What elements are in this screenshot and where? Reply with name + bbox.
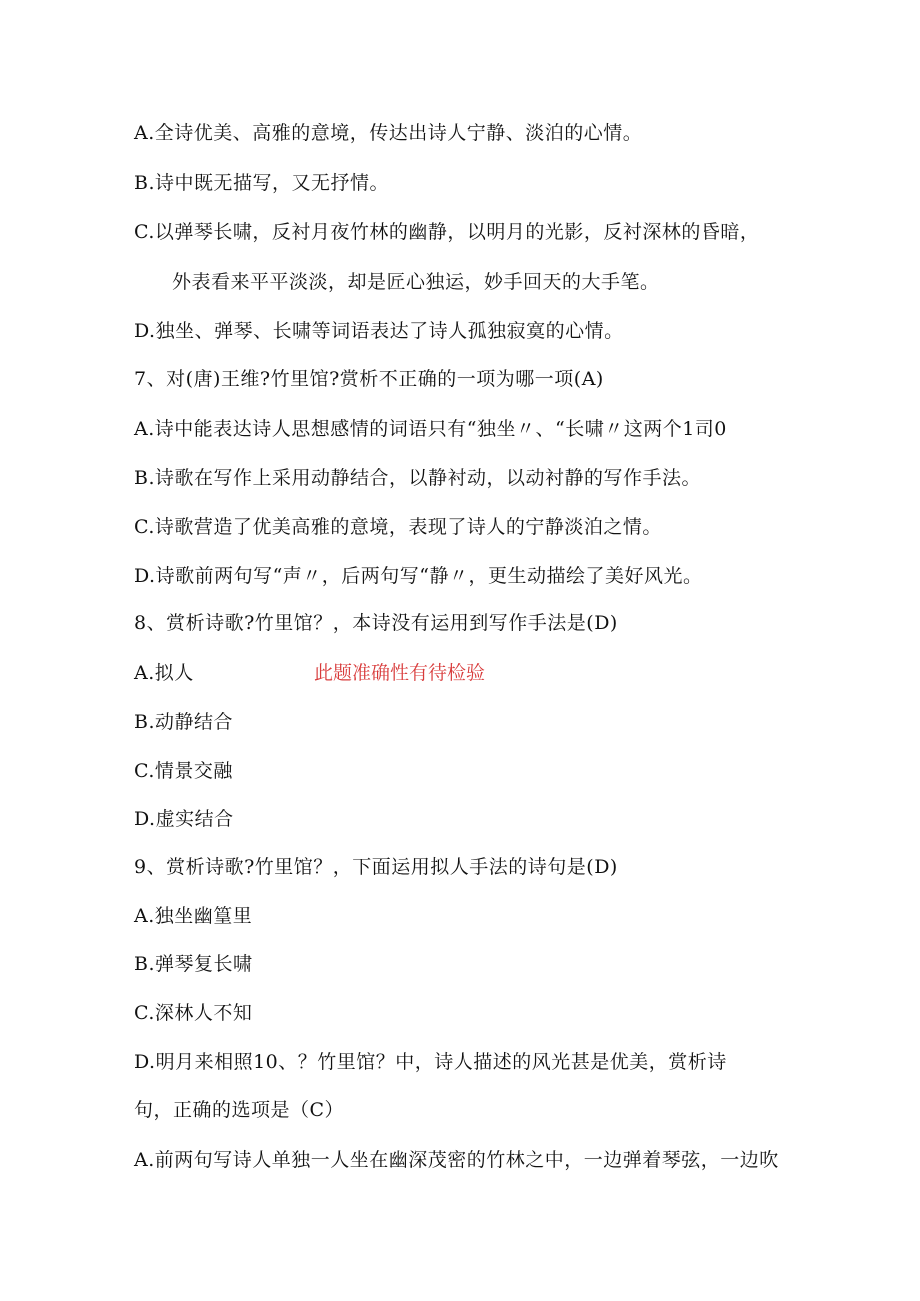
text-line-5: D.独坐、弹琴、长啸等词语表达了诗人孤独寂寞的心情。 bbox=[134, 320, 624, 342]
option-8c: C.情景交融 bbox=[134, 760, 233, 782]
option-9c: C.深林人不知 bbox=[134, 1002, 253, 1024]
text-line-7: A.诗中能表达诗人思想感情的词语只有“独坐〃、“长啸〃这两个1司0 bbox=[134, 418, 727, 440]
option-9b: B.弹琴复长啸 bbox=[134, 953, 253, 975]
text-line-8: B.诗歌在写作上采用动静结合，以静衬动，以动衬静的写作手法。 bbox=[134, 467, 702, 489]
text-line-10: D.诗歌前两句写“声〃，后两句写“静〃，更生动描绘了美好风光。 bbox=[134, 565, 703, 587]
text-line-1: A.全诗优美、高雅的意境，传达出诗人宁静、淡泊的心情。 bbox=[134, 122, 643, 144]
question-9: 9、赏析诗歌?竹里馆？，下面运用拟人手法的诗句是(D) bbox=[134, 856, 618, 878]
text-line-3: C.以弹琴长啸，反衬月夜竹林的幽静，以明月的光影，反衬深林的昏暗， bbox=[134, 221, 760, 243]
option-9a: A.独坐幽篁里 bbox=[134, 905, 253, 927]
option-9d-question-10: D.明月来相照10、？竹里馆？中，诗人描述的风光甚是优美，赏析诗 bbox=[134, 1051, 727, 1073]
option-8a: A.拟人 bbox=[134, 662, 194, 684]
accuracy-note: 此题准确性有待检验 bbox=[314, 662, 486, 684]
text-line-4: 外表看来平平淡淡，却是匠心独运，妙手回天的大手笔。 bbox=[172, 271, 660, 293]
text-line-9: C.诗歌营造了优美高雅的意境，表现了诗人的宁静淡泊之情。 bbox=[134, 516, 662, 538]
text-line-2: B.诗中既无描写，又无抒情。 bbox=[134, 172, 390, 194]
text-line-21: 句，正确的选项是（C） bbox=[134, 1099, 345, 1121]
question-7: 7、对(唐)王维?竹里馆?赏析不正确的一项为哪一项(A) bbox=[134, 368, 604, 390]
text-line-22: A.前两句写诗人单独一人坐在幽深茂密的竹林之中，一边弹着琴弦，一边吹 bbox=[134, 1149, 779, 1171]
option-8b: B.动静结合 bbox=[134, 711, 234, 733]
option-8d: D.虚实结合 bbox=[134, 808, 234, 830]
question-8: 8、赏析诗歌?竹里馆？，本诗没有运用到写作手法是(D) bbox=[134, 612, 618, 634]
